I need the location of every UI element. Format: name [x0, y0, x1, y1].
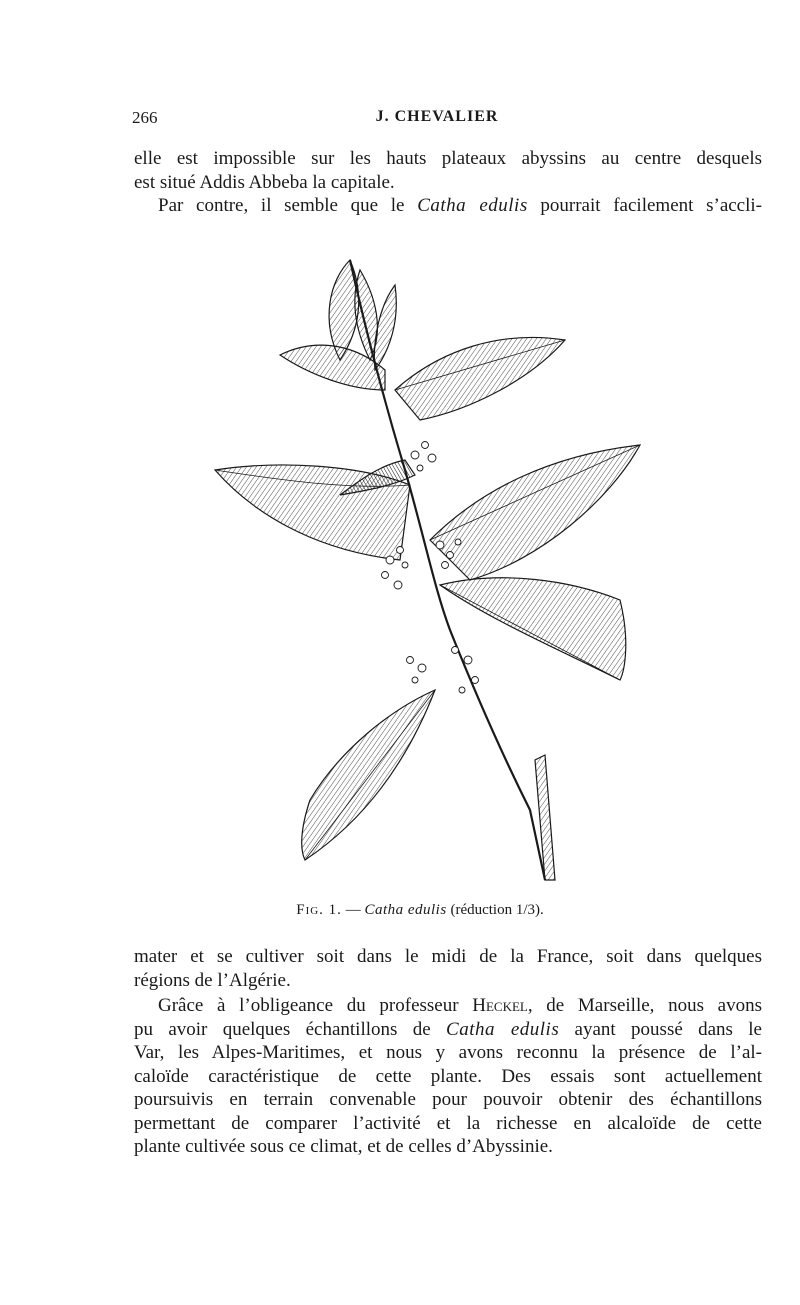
leaf — [355, 270, 378, 360]
text-fragment: , de Marseille, nous avons — [527, 995, 762, 1016]
species-name: Catha edulis — [417, 195, 528, 216]
paragraph-3 — [134, 994, 762, 1159]
paragraph-3-line-3: Var, les Alpes-Maritimes, et nous y avons reconnu la présence de l’al- — [134, 1042, 762, 1063]
text-fragment: Par contre, il semble que le — [158, 195, 418, 216]
leaf — [215, 465, 410, 560]
text-fragment: ayant poussé dans le — [559, 1018, 762, 1040]
running-head: J. CHEVALIER — [375, 108, 499, 125]
text-fragment: pu avoir quelques échantillons de — [134, 1018, 447, 1040]
leaf — [440, 578, 626, 680]
leaf — [329, 260, 359, 360]
paragraph-3-line-7: plante cultivée sous ce climat, et de celles d’Abyssinie. — [134, 1136, 553, 1157]
page-header — [132, 108, 762, 132]
paragraph-3-line-4: caloïde caractéristique de cette plante. Des essais sont actuellement — [134, 1065, 762, 1087]
author-name: Heckel — [472, 995, 528, 1016]
caption-dash: — — [341, 902, 365, 918]
text-fragment: Grâce à l’obligeance du professeur — [158, 995, 473, 1016]
paragraph-1-line-2: est situé Addis Abbeba la capitale. — [134, 171, 395, 193]
leaf — [374, 285, 396, 370]
leaf — [395, 337, 565, 420]
paragraph-1 — [134, 147, 762, 218]
species-name: Catha edulis — [446, 1018, 560, 1040]
page-number: 266 — [132, 108, 158, 127]
caption-note: (réduction 1/3). — [446, 902, 544, 918]
text-fragment: pourrait facilement s’accli- — [527, 195, 762, 216]
paragraph-3-line-5: poursuivis en terrain convenable pour pouvoir obtenir des échantillons — [134, 1089, 762, 1110]
leaf — [430, 445, 640, 580]
paragraph-2-line-2: régions de l’Algérie. — [134, 969, 291, 991]
paragraph-3-line-6: permettant de comparer l’activité et la richesse en alcaloïde de cette — [134, 1112, 762, 1134]
figure-caption — [230, 902, 610, 919]
paragraph-1-line-1: elle est impossible sur les hauts plateaux abyssins au centre desquels — [134, 148, 762, 169]
paragraph-3-line-2 — [134, 1018, 762, 1042]
paragraph-3-line-1 — [134, 994, 762, 1018]
figure-label: Fig. 1. — [296, 902, 342, 918]
paragraph-1-line-3 — [134, 194, 762, 218]
caption-species: Catha edulis — [364, 902, 447, 918]
paragraph-2-line-1: mater et se cultiver soit dans le midi de la France, soit dans quelques — [134, 946, 762, 967]
catha-edulis-illustration — [200, 240, 670, 900]
paragraph-2 — [134, 945, 762, 992]
